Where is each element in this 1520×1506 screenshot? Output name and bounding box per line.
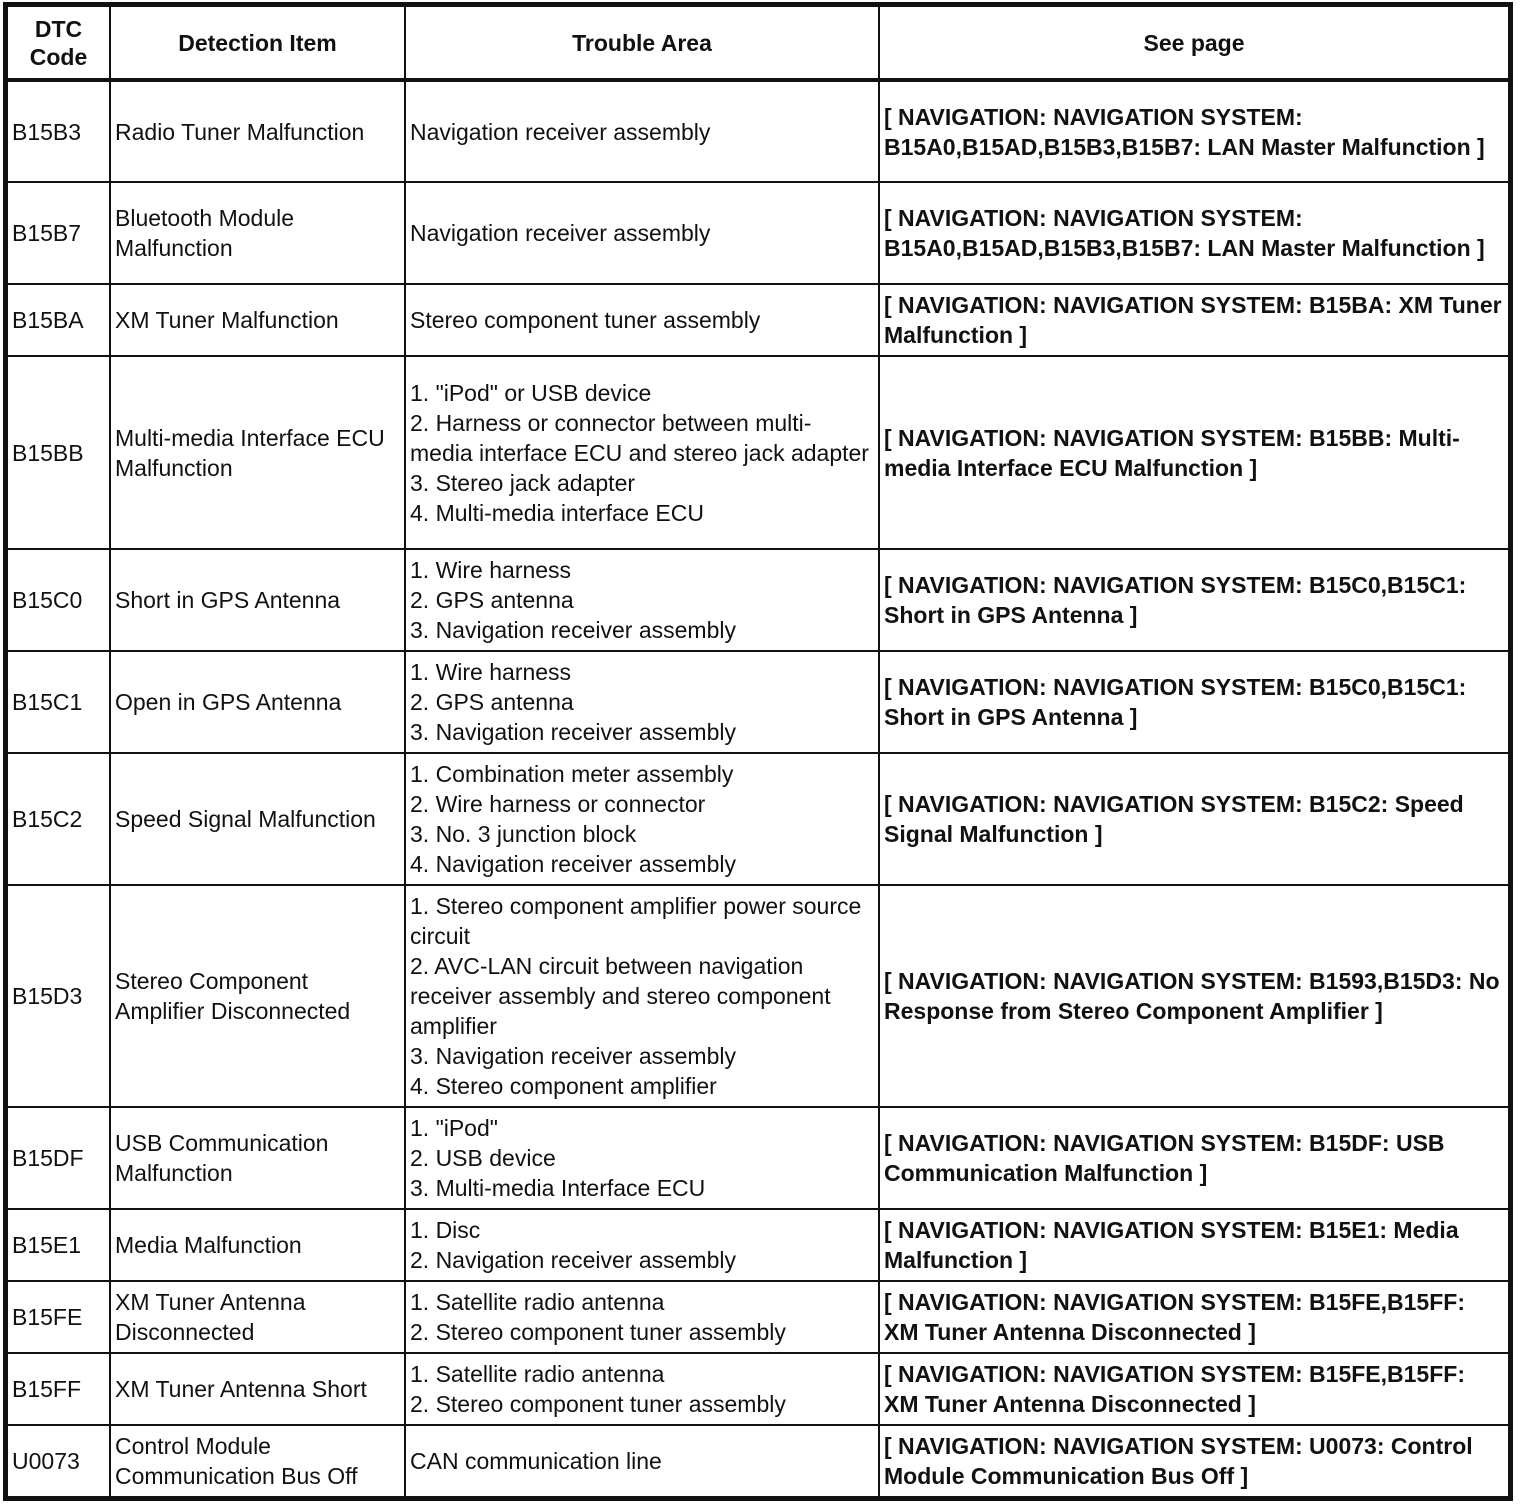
dtc-code-cell: B15FE (7, 1281, 110, 1353)
dtc-code-cell: U0073 (7, 1425, 110, 1497)
trouble-area-cell (405, 651, 879, 753)
trouble-area-line: 1. Wire harness (410, 659, 572, 685)
see-page-link[interactable]: [ NAVIGATION: NAVIGATION SYSTEM: B15BA: XM Tuner Malfunction ] (879, 284, 1509, 356)
trouble-area-cell (405, 1281, 879, 1353)
trouble-area-line: 4. Navigation receiver assembly (410, 851, 736, 877)
dtc-code-cell: B15FF (7, 1353, 110, 1425)
trouble-area-cell (405, 182, 879, 284)
trouble-area-line: 3. Multi-media Interface ECU (410, 1175, 706, 1201)
trouble-area-line: 2. Stereo component tuner assembly (410, 1319, 786, 1345)
trouble-area-line: 2. Harness or connector between multi-media interface ECU and stereo jack adapter (410, 409, 869, 466)
trouble-area-line: 2. GPS antenna (410, 689, 574, 715)
see-page-link[interactable]: [ NAVIGATION: NAVIGATION SYSTEM: B15C0,B15C1: Short in GPS Antenna ] (879, 651, 1509, 753)
see-page-link[interactable]: [ NAVIGATION: NAVIGATION SYSTEM: B15A0,B15AD,B15B3,B15B7: LAN Master Malfunction ] (879, 182, 1509, 284)
see-page-link[interactable]: [ NAVIGATION: NAVIGATION SYSTEM: U0073: Control Module Communication Bus Off ] (879, 1425, 1509, 1497)
table-row (7, 1281, 1509, 1353)
trouble-area-line: 1. Disc (410, 1217, 481, 1243)
trouble-area-cell (405, 1209, 879, 1281)
detection-item-cell: XM Tuner Antenna Short (110, 1353, 405, 1425)
trouble-area-line: 1. Wire harness (410, 557, 572, 583)
table-row (7, 753, 1509, 885)
header-dtc-code (7, 6, 110, 80)
table-row (7, 1353, 1509, 1425)
dtc-code-cell: B15E1 (7, 1209, 110, 1281)
table-row (7, 885, 1509, 1107)
trouble-area-line: 1. "iPod" or USB device (410, 379, 652, 406)
detection-item-cell: Radio Tuner Malfunction (110, 80, 405, 182)
table-row (7, 284, 1509, 356)
detection-item-cell: Short in GPS Antenna (110, 549, 405, 651)
table-row (7, 1209, 1509, 1281)
detection-item-cell: USB Communication Malfunction (110, 1107, 405, 1209)
header-see-page: See page (879, 6, 1509, 80)
detection-item-cell: Open in GPS Antenna (110, 651, 405, 753)
trouble-area-line: 2. Stereo component tuner assembly (410, 1391, 786, 1417)
trouble-area-cell (405, 1425, 879, 1497)
see-page-link[interactable]: [ NAVIGATION: NAVIGATION SYSTEM: B1593,B15D3: No Response from Stereo Component Amplifier ] (879, 885, 1509, 1107)
detection-item-cell: Multi-media Interface ECU Malfunction (110, 356, 405, 549)
trouble-area-line: 2. Navigation receiver assembly (410, 1247, 736, 1273)
trouble-area-line: 3. Navigation receiver assembly (410, 719, 736, 745)
see-page-link[interactable]: [ NAVIGATION: NAVIGATION SYSTEM: B15C0,B15C1: Short in GPS Antenna ] (879, 549, 1509, 651)
header-row (7, 6, 1509, 80)
trouble-area-line: 4. Stereo component amplifier (410, 1073, 717, 1099)
table-row (7, 549, 1509, 651)
see-page-link[interactable]: [ NAVIGATION: NAVIGATION SYSTEM: B15DF: USB Communication Malfunction ] (879, 1107, 1509, 1209)
trouble-area-line: 2. AVC-LAN circuit between navigation receiver assembly and stereo component amplifier (410, 953, 831, 1039)
see-page-link[interactable]: [ NAVIGATION: NAVIGATION SYSTEM: B15BB: Multi-media Interface ECU Malfunction ] (879, 356, 1509, 549)
dtc-code-cell: B15B7 (7, 182, 110, 284)
dtc-code-cell: B15BB (7, 356, 110, 549)
table-row (7, 1425, 1509, 1497)
see-page-link[interactable]: [ NAVIGATION: NAVIGATION SYSTEM: B15FE,B15FF: XM Tuner Antenna Disconnected ] (879, 1281, 1509, 1353)
trouble-area-line: 2. USB device (410, 1145, 556, 1171)
trouble-area-cell (405, 549, 879, 651)
dtc-code-cell: B15BA (7, 284, 110, 356)
dtc-code-cell: B15D3 (7, 885, 110, 1107)
dtc-table (6, 5, 1510, 1498)
trouble-area-cell (405, 885, 879, 1107)
table-row (7, 651, 1509, 753)
header-dtc-code-line1: DTC (34, 15, 83, 42)
trouble-area-line: 4. Multi-media interface ECU (410, 499, 704, 526)
trouble-area-line: Navigation receiver assembly (410, 118, 711, 145)
trouble-area-line: 1. Satellite radio antenna (410, 1289, 665, 1315)
trouble-area-line: 3. Stereo jack adapter (410, 469, 636, 496)
trouble-area-line: 1. "iPod" (410, 1115, 498, 1141)
header-trouble-area: Trouble Area (405, 6, 879, 80)
trouble-area-line: Stereo component tuner assembly (410, 307, 761, 333)
trouble-area-cell (405, 753, 879, 885)
dtc-code-cell: B15DF (7, 1107, 110, 1209)
trouble-area-line: 1. Satellite radio antenna (410, 1361, 665, 1387)
dtc-code-cell: B15C0 (7, 549, 110, 651)
trouble-area-line: 3. Navigation receiver assembly (410, 1043, 736, 1069)
trouble-area-cell (405, 356, 879, 549)
trouble-area-cell (405, 284, 879, 356)
trouble-area-cell (405, 1353, 879, 1425)
header-detection-item: Detection Item (110, 6, 405, 80)
table-row (7, 80, 1509, 182)
trouble-area-line: Navigation receiver assembly (410, 220, 711, 246)
header-dtc-code-line2: Code (29, 43, 88, 70)
dtc-code-cell: B15C1 (7, 651, 110, 753)
see-page-link[interactable]: [ NAVIGATION: NAVIGATION SYSTEM: B15E1: Media Malfunction ] (879, 1209, 1509, 1281)
dtc-code-cell: B15C2 (7, 753, 110, 885)
trouble-area-cell (405, 1107, 879, 1209)
trouble-area-line: 3. Navigation receiver assembly (410, 617, 736, 643)
see-page-link[interactable]: [ NAVIGATION: NAVIGATION SYSTEM: B15FE,B15FF: XM Tuner Antenna Disconnected ] (879, 1353, 1509, 1425)
trouble-area-line: 1. Stereo component amplifier power source circuit (410, 893, 862, 949)
trouble-area-cell (405, 80, 879, 182)
trouble-area-line: 2. GPS antenna (410, 587, 574, 613)
table-row (7, 1107, 1509, 1209)
table-row (7, 356, 1509, 549)
table-row (7, 182, 1509, 284)
detection-item-cell: Bluetooth Module Malfunction (110, 182, 405, 284)
see-page-link[interactable]: [ NAVIGATION: NAVIGATION SYSTEM: B15C2: Speed Signal Malfunction ] (879, 753, 1509, 885)
detection-item-cell: Speed Signal Malfunction (110, 753, 405, 885)
dtc-code-cell: B15B3 (7, 80, 110, 182)
trouble-area-line: 3. No. 3 junction block (410, 821, 637, 847)
detection-item-cell: Media Malfunction (110, 1209, 405, 1281)
table-body (7, 80, 1509, 1497)
detection-item-cell: Control Module Communication Bus Off (110, 1425, 405, 1497)
detection-item-cell: Stereo Component Amplifier Disconnected (110, 885, 405, 1107)
see-page-link[interactable]: [ NAVIGATION: NAVIGATION SYSTEM: B15A0,B15AD,B15B3,B15B7: LAN Master Malfunction ] (879, 80, 1509, 182)
detection-item-cell: XM Tuner Antenna Disconnected (110, 1281, 405, 1353)
trouble-area-line: 1. Combination meter assembly (410, 761, 734, 787)
trouble-area-line: 2. Wire harness or connector (410, 791, 706, 817)
trouble-area-line: CAN communication line (410, 1448, 662, 1474)
detection-item-cell: XM Tuner Malfunction (110, 284, 405, 356)
